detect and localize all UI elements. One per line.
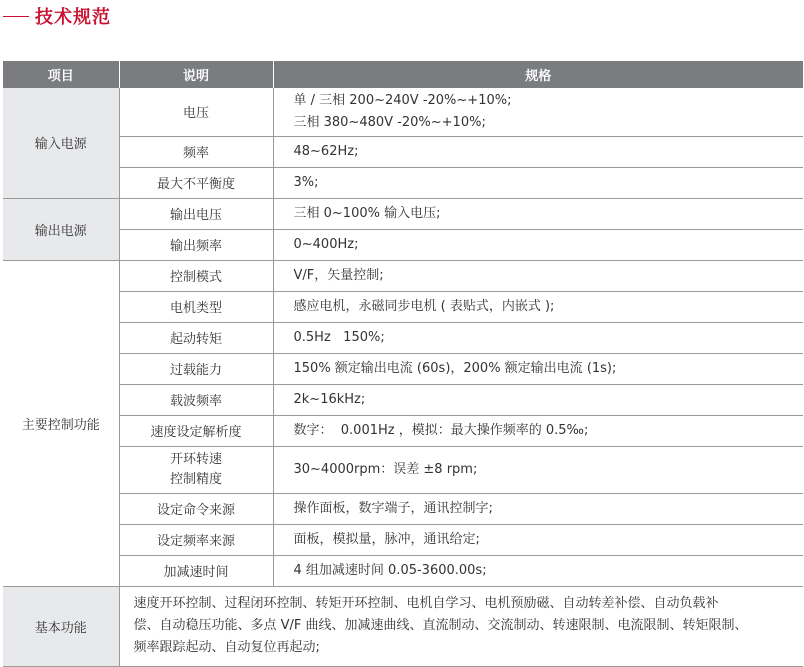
spec-value: 150% 额定输出电流 (60s)，200% 额定输出电流 (1s); xyxy=(273,353,803,384)
item-label: 设定频率来源 xyxy=(119,524,273,555)
spec-value: 感应电机，永磁同步电机 ( 表贴式，内嵌式 ); xyxy=(273,291,803,322)
table-row xyxy=(3,136,803,167)
spec-value: 4 组加减速时间 0.05-3600.00s; xyxy=(273,555,803,586)
spec-value: 操作面板，数字端子，通讯控制字; xyxy=(273,493,803,524)
table-row xyxy=(3,260,803,291)
spec-table xyxy=(3,61,803,667)
spec-line: 速度开环控制、过程闭环控制、转矩开环控制、电机自学习、电机预励磁、自动转差补偿、自动负载补 xyxy=(133,596,719,611)
table-row xyxy=(3,322,803,353)
item-label: 加减速时间 xyxy=(119,555,273,586)
table-row xyxy=(3,555,803,586)
table-row xyxy=(3,88,803,136)
table-row xyxy=(3,291,803,322)
item-label: 频率 xyxy=(119,136,273,167)
table-row xyxy=(3,353,803,384)
category-input-power: 输入电源 xyxy=(3,88,119,198)
table-row xyxy=(3,415,803,446)
column-header-category: 项目 xyxy=(3,61,119,88)
spec-line: 单 / 三相 200~240V -20%~+10%; xyxy=(293,92,512,108)
item-label: 电机类型 xyxy=(119,291,273,322)
table-header-row xyxy=(3,61,803,88)
spec-value: 面板，模拟量，脉冲，通讯给定; xyxy=(273,524,803,555)
table-row xyxy=(3,384,803,415)
category-output-power: 输出电源 xyxy=(3,198,119,260)
spec-value: 3%; xyxy=(273,167,803,198)
column-header-item: 说明 xyxy=(119,61,273,88)
item-label: 载波频率 xyxy=(119,384,273,415)
page-title: 技术规范 xyxy=(35,7,111,28)
table-row xyxy=(3,446,803,493)
spec-value: 48~62Hz; xyxy=(273,136,803,167)
spec-value xyxy=(273,88,803,136)
spec-value: 30~4000rpm：误差 ±8 rpm; xyxy=(273,446,803,493)
title-dash-decoration xyxy=(3,16,29,17)
category-main-control: 主要控制功能 xyxy=(3,260,119,586)
item-label: 最大不平衡度 xyxy=(119,167,273,198)
table-row xyxy=(3,198,803,229)
item-label: 设定命令来源 xyxy=(119,493,273,524)
table-row xyxy=(3,167,803,198)
item-label: 速度设定解析度 xyxy=(119,415,273,446)
item-line: 开环转速 xyxy=(169,451,222,467)
table-row xyxy=(3,229,803,260)
item-label: 输出电压 xyxy=(119,198,273,229)
section-header xyxy=(0,0,804,32)
table-row xyxy=(3,493,803,524)
spec-line: 偿、自动稳压功能、多点 V/F 曲线、加减速曲线、直流制动、交流制动、转速限制、电流限制、转矩限制、 xyxy=(133,618,748,633)
spec-value: V/F，矢量控制; xyxy=(273,260,803,291)
spec-value: 2k~16kHz; xyxy=(273,384,803,415)
item-line: 控制精度 xyxy=(169,471,222,487)
table-row xyxy=(3,586,803,666)
spec-value: 0~400Hz; xyxy=(273,229,803,260)
item-label: 电压 xyxy=(119,88,273,136)
category-basic-functions: 基本功能 xyxy=(3,586,119,666)
spec-line: 三相 380~480V -20%~+10%; xyxy=(293,114,486,130)
table-row xyxy=(3,524,803,555)
item-label: 输出频率 xyxy=(119,229,273,260)
spec-value: 三相 0~100% 输入电压; xyxy=(273,198,803,229)
spec-value: 数字： 0.001Hz ，模拟：最大操作频率的 0.5‰; xyxy=(273,415,803,446)
column-header-spec: 规格 xyxy=(273,61,803,88)
basic-functions-text xyxy=(119,586,803,666)
spec-line: 频率跟踪起动、自动复位再起动; xyxy=(133,640,320,655)
item-label: 控制模式 xyxy=(119,260,273,291)
item-label xyxy=(119,446,273,493)
item-label: 过载能力 xyxy=(119,353,273,384)
item-label: 起动转矩 xyxy=(119,322,273,353)
spec-value: 0.5Hz 150%; xyxy=(273,322,803,353)
